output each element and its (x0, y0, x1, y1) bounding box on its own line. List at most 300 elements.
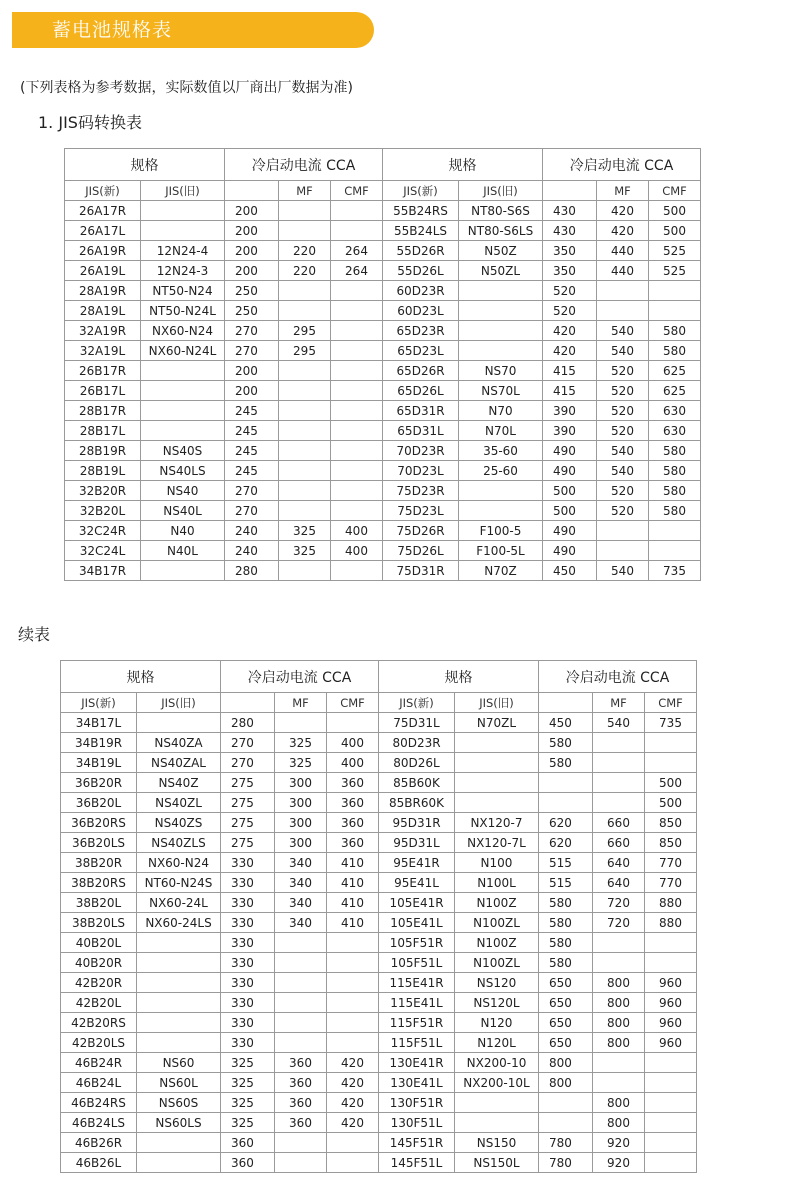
cell-mf: 520 (597, 501, 649, 521)
cell-cmf (331, 201, 383, 221)
cell-jis-old (455, 1093, 539, 1113)
table-row (61, 1073, 697, 1093)
cell-cca: 245 (225, 421, 279, 441)
table-row (65, 521, 701, 541)
cell-cca: 325 (221, 1053, 275, 1073)
cell-cca: 245 (225, 441, 279, 461)
cell-cmf: 400 (327, 733, 379, 753)
cell-cca: 270 (225, 321, 279, 341)
cell-jis-old: N100 (455, 853, 539, 873)
cell-cmf: 735 (649, 561, 701, 581)
cell-cca: 330 (221, 873, 275, 893)
cell-jis-old: N120 (455, 1013, 539, 1033)
cell-jis-old (141, 361, 225, 381)
cell-jis-new: 46B26L (61, 1153, 137, 1173)
cell-jis-old (141, 381, 225, 401)
cell-jis-new: 95E41R (379, 853, 455, 873)
header-cmf: CMF (331, 181, 383, 201)
cell-cmf: 960 (645, 1033, 697, 1053)
table-row (61, 733, 697, 753)
cell-cmf: 360 (327, 773, 379, 793)
cell-mf: 640 (593, 853, 645, 873)
cell-jis-new: 36B20R (61, 773, 137, 793)
header-cca: 冷启动电流 CCA (543, 149, 701, 181)
cell-jis-old: NT50-N24 (141, 281, 225, 301)
header-mf: MF (279, 181, 331, 201)
cell-mf: 520 (597, 401, 649, 421)
cell-jis-new: 36B20L (61, 793, 137, 813)
header-spec: 规格 (65, 149, 225, 181)
header-cca: 冷启动电流 CCA (539, 661, 697, 693)
cell-jis-old: NS70 (459, 361, 543, 381)
cell-jis-new: 38B20R (61, 853, 137, 873)
cell-cmf: 420 (327, 1113, 379, 1133)
cell-jis-old: N40 (141, 521, 225, 541)
cell-mf (279, 441, 331, 461)
cell-jis-old (137, 993, 221, 1013)
cell-jis-old: N70Z (459, 561, 543, 581)
cell-jis-new: 32B20R (65, 481, 141, 501)
cell-jis-new: 60D23L (383, 301, 459, 321)
cell-jis-new: 46B24LS (61, 1113, 137, 1133)
cell-jis-old (455, 773, 539, 793)
cell-cca: 350 (543, 261, 597, 281)
jis-conversion-table (64, 148, 701, 581)
cell-jis-old (137, 933, 221, 953)
cell-jis-new: 65D26R (383, 361, 459, 381)
cell-jis-old: N70 (459, 401, 543, 421)
cell-cmf: 500 (645, 793, 697, 813)
cell-jis-old: F100-5 (459, 521, 543, 541)
cell-mf: 360 (275, 1093, 327, 1113)
table-row (65, 441, 701, 461)
table-row (61, 973, 697, 993)
header-jis-new: JIS(新) (65, 181, 141, 201)
cell-jis-old (141, 221, 225, 241)
cell-cmf: 420 (327, 1053, 379, 1073)
cell-cmf (331, 361, 383, 381)
table-row (61, 773, 697, 793)
header-spec: 规格 (379, 661, 539, 693)
continued-table (60, 660, 697, 1173)
cell-cca: 200 (225, 261, 279, 281)
cell-jis-new: 65D23R (383, 321, 459, 341)
cell-mf: 340 (275, 873, 327, 893)
cell-mf: 325 (275, 753, 327, 773)
cell-cmf (645, 953, 697, 973)
cell-cmf (645, 933, 697, 953)
header-jis-old: JIS(旧) (141, 181, 225, 201)
cell-cmf: 580 (649, 341, 701, 361)
cell-cmf: 770 (645, 873, 697, 893)
cell-cmf (331, 421, 383, 441)
cell-cca: 200 (225, 241, 279, 261)
cell-cmf: 880 (645, 893, 697, 913)
cell-mf: 440 (597, 261, 649, 281)
cell-cca: 200 (225, 201, 279, 221)
cell-cca: 330 (221, 913, 275, 933)
table-row (61, 793, 697, 813)
cell-jis-old (141, 421, 225, 441)
cell-cmf: 625 (649, 381, 701, 401)
cell-cca: 415 (543, 381, 597, 401)
table-body (61, 713, 697, 1173)
cell-cmf: 264 (331, 261, 383, 281)
cell-cca: 330 (221, 953, 275, 973)
cell-cca: 515 (539, 853, 593, 873)
cell-mf: 340 (275, 893, 327, 913)
cell-jis-new: 130F51L (379, 1113, 455, 1133)
cell-cmf (649, 301, 701, 321)
cell-cmf (331, 281, 383, 301)
cell-mf (279, 201, 331, 221)
cell-cca: 580 (539, 893, 593, 913)
cell-jis-old: N100ZL (455, 913, 539, 933)
table-row (65, 321, 701, 341)
cell-cca: 330 (221, 893, 275, 913)
cell-mf: 360 (275, 1073, 327, 1093)
cell-cca: 200 (225, 361, 279, 381)
table-subheader-row (61, 693, 697, 713)
cell-cca: 420 (543, 341, 597, 361)
cell-jis-new: 32C24R (65, 521, 141, 541)
cell-mf: 540 (597, 561, 649, 581)
cell-jis-old: NX60-N24 (137, 853, 221, 873)
cell-jis-old: NS40S (141, 441, 225, 461)
cell-jis-old (141, 401, 225, 421)
cell-jis-new: 115E41R (379, 973, 455, 993)
cell-cmf (645, 1093, 697, 1113)
cell-jis-new: 75D23L (383, 501, 459, 521)
cell-mf: 540 (593, 713, 645, 733)
header-cmf: CMF (645, 693, 697, 713)
cell-jis-new: 130E41R (379, 1053, 455, 1073)
cell-cca: 360 (221, 1153, 275, 1173)
cell-cca (539, 773, 593, 793)
cell-jis-old: N70ZL (455, 713, 539, 733)
cell-mf: 340 (275, 853, 327, 873)
cell-jis-new: 46B24RS (61, 1093, 137, 1113)
cell-cmf: 880 (645, 913, 697, 933)
cell-jis-new: 34B17L (61, 713, 137, 733)
cell-jis-new: 34B19L (61, 753, 137, 773)
header-jis-old: JIS(旧) (137, 693, 221, 713)
cell-cmf (331, 481, 383, 501)
table-header-row (61, 661, 697, 693)
cell-jis-new: 145F51L (379, 1153, 455, 1173)
cell-cca: 800 (539, 1053, 593, 1073)
cell-mf (279, 381, 331, 401)
cell-cmf (327, 1013, 379, 1033)
cell-jis-old: 35-60 (459, 441, 543, 461)
table-row (65, 281, 701, 301)
cell-cca: 650 (539, 973, 593, 993)
table-row (61, 1113, 697, 1133)
table-row (65, 401, 701, 421)
cell-jis-old: N100Z (455, 933, 539, 953)
cell-cmf (645, 1113, 697, 1133)
cell-jis-old: NS40ZL (137, 793, 221, 813)
cell-jis-new: 34B19R (61, 733, 137, 753)
cell-mf: 300 (275, 813, 327, 833)
cell-jis-new: 42B20R (61, 973, 137, 993)
cell-jis-new: 65D26L (383, 381, 459, 401)
cell-cca: 490 (543, 461, 597, 481)
cell-jis-new: 32C24L (65, 541, 141, 561)
cell-jis-new: 26A17R (65, 201, 141, 221)
table-row (65, 201, 701, 221)
cell-jis-new: 60D23R (383, 281, 459, 301)
table-row (61, 853, 697, 873)
cell-jis-old: NS40LS (141, 461, 225, 481)
cell-mf: 360 (275, 1113, 327, 1133)
cell-jis-new: 85BR60K (379, 793, 455, 813)
cell-cmf (327, 993, 379, 1013)
cell-mf (279, 281, 331, 301)
header-cca: 冷启动电流 CCA (221, 661, 379, 693)
cell-cca: 270 (225, 341, 279, 361)
cell-cmf: 420 (327, 1093, 379, 1113)
cell-cmf (331, 461, 383, 481)
cell-jis-new: 46B26R (61, 1133, 137, 1153)
cell-jis-new: 105E41R (379, 893, 455, 913)
cell-cca: 250 (225, 281, 279, 301)
cell-jis-new: 40B20L (61, 933, 137, 953)
cell-cmf: 525 (649, 241, 701, 261)
cell-cca: 270 (221, 733, 275, 753)
cell-jis-new: 32A19R (65, 321, 141, 341)
cell-cca: 780 (539, 1153, 593, 1173)
cell-mf: 520 (597, 481, 649, 501)
cell-jis-new: 38B20RS (61, 873, 137, 893)
cell-mf (593, 1073, 645, 1093)
header-cmf: CMF (649, 181, 701, 201)
cell-jis-new: 34B17R (65, 561, 141, 581)
cell-jis-new: 115F51L (379, 1033, 455, 1053)
cell-jis-new: 130E41L (379, 1073, 455, 1093)
cell-jis-new: 105F51R (379, 933, 455, 953)
cell-cca: 520 (543, 301, 597, 321)
cell-cca: 245 (225, 461, 279, 481)
cell-cca: 360 (221, 1133, 275, 1153)
cell-jis-old (459, 301, 543, 321)
table-row (65, 461, 701, 481)
cell-cmf: 360 (327, 793, 379, 813)
cell-jis-new: 32B20L (65, 501, 141, 521)
cell-cmf (649, 281, 701, 301)
cell-cmf: 500 (649, 221, 701, 241)
cell-cca: 275 (221, 793, 275, 813)
cell-jis-old (459, 481, 543, 501)
cell-mf: 325 (275, 733, 327, 753)
cell-jis-old (141, 201, 225, 221)
table-body (65, 201, 701, 581)
cell-cmf: 630 (649, 401, 701, 421)
cell-jis-new: 28B19L (65, 461, 141, 481)
cell-mf (279, 421, 331, 441)
cell-jis-old: NS120L (455, 993, 539, 1013)
cell-cmf (645, 1153, 697, 1173)
table-row (61, 753, 697, 773)
cell-jis-old: N70L (459, 421, 543, 441)
cell-jis-old: N50Z (459, 241, 543, 261)
cell-mf: 800 (593, 1013, 645, 1033)
cell-jis-old (137, 1013, 221, 1033)
cell-cmf: 410 (327, 873, 379, 893)
cell-cmf: 580 (649, 501, 701, 521)
cell-mf: 420 (597, 221, 649, 241)
cell-cmf: 960 (645, 973, 697, 993)
table-row (65, 241, 701, 261)
table-row (61, 1033, 697, 1053)
cell-jis-old: NS60LS (137, 1113, 221, 1133)
cell-jis-old: NX60-N24 (141, 321, 225, 341)
cell-jis-new: 80D23R (379, 733, 455, 753)
cell-mf: 720 (593, 913, 645, 933)
cell-mf: 300 (275, 793, 327, 813)
cell-mf: 520 (597, 381, 649, 401)
table-row (65, 341, 701, 361)
cell-mf (597, 281, 649, 301)
cell-cmf: 500 (649, 201, 701, 221)
cell-mf: 325 (279, 521, 331, 541)
cell-jis-old: NS40 (141, 481, 225, 501)
cell-cca: 520 (543, 281, 597, 301)
cell-cca: 580 (539, 913, 593, 933)
cell-mf: 520 (597, 421, 649, 441)
cell-cca: 450 (543, 561, 597, 581)
cell-jis-new: 28B17R (65, 401, 141, 421)
cell-mf (593, 753, 645, 773)
cell-cca: 650 (539, 993, 593, 1013)
cell-jis-new: 75D31R (383, 561, 459, 581)
cell-jis-old: NS60 (137, 1053, 221, 1073)
cell-mf (279, 361, 331, 381)
cell-mf: 340 (275, 913, 327, 933)
cell-mf (597, 541, 649, 561)
cell-cmf: 960 (645, 993, 697, 1013)
cell-jis-new: 65D31R (383, 401, 459, 421)
cell-cmf (327, 1033, 379, 1053)
cell-cca (539, 1093, 593, 1113)
cell-mf (275, 713, 327, 733)
cell-cca: 650 (539, 1033, 593, 1053)
cell-jis-new: 75D26R (383, 521, 459, 541)
cell-cmf (331, 561, 383, 581)
cell-cca: 240 (225, 521, 279, 541)
section-title-jis: 1. JIS码转换表 (38, 113, 142, 132)
cell-cca: 490 (543, 541, 597, 561)
cell-jis-new: 95D31R (379, 813, 455, 833)
header-jis-old: JIS(旧) (459, 181, 543, 201)
cell-jis-old (137, 1033, 221, 1053)
cell-jis-old: NX120-7 (455, 813, 539, 833)
cell-cca: 490 (543, 521, 597, 541)
header-blank (539, 693, 593, 713)
cell-jis-old: NX60-N24L (141, 341, 225, 361)
table-row (65, 261, 701, 281)
cell-cca: 390 (543, 401, 597, 421)
cell-cmf: 400 (331, 541, 383, 561)
cell-cmf: 500 (645, 773, 697, 793)
cell-cca: 200 (225, 381, 279, 401)
cell-mf (275, 933, 327, 953)
header-jis-new: JIS(新) (383, 181, 459, 201)
cell-jis-old: NS40ZA (137, 733, 221, 753)
cell-jis-new: 65D31L (383, 421, 459, 441)
cell-mf: 640 (593, 873, 645, 893)
cell-cca: 430 (543, 201, 597, 221)
cell-cca: 800 (539, 1073, 593, 1093)
cell-cca: 245 (225, 401, 279, 421)
cell-jis-old: 25-60 (459, 461, 543, 481)
cell-jis-old: 12N24-3 (141, 261, 225, 281)
cell-jis-old: N50ZL (459, 261, 543, 281)
cell-jis-new: 145F51R (379, 1133, 455, 1153)
cell-jis-old: NS40L (141, 501, 225, 521)
title-banner (12, 12, 374, 48)
cell-cmf: 850 (645, 813, 697, 833)
header-jis-new: JIS(新) (379, 693, 455, 713)
cell-cmf (649, 521, 701, 541)
cell-jis-new: 70D23R (383, 441, 459, 461)
cell-cca: 580 (539, 733, 593, 753)
cell-cca: 330 (221, 933, 275, 953)
cell-mf: 800 (593, 993, 645, 1013)
cell-cmf: 400 (327, 753, 379, 773)
cell-jis-old: NS150L (455, 1153, 539, 1173)
cell-cca: 430 (543, 221, 597, 241)
cell-jis-new: 42B20LS (61, 1033, 137, 1053)
cell-jis-old: N100L (455, 873, 539, 893)
cell-jis-old: NS40Z (137, 773, 221, 793)
cell-jis-new: 28B19R (65, 441, 141, 461)
cell-mf (593, 733, 645, 753)
cell-jis-old: NS40ZLS (137, 833, 221, 853)
cell-jis-new: 42B20L (61, 993, 137, 1013)
cell-jis-new: 28A19L (65, 301, 141, 321)
cell-mf: 440 (597, 241, 649, 261)
cell-cmf (645, 1053, 697, 1073)
table-subheader-row (65, 181, 701, 201)
cell-cmf (645, 733, 697, 753)
cell-jis-new: 85B60K (379, 773, 455, 793)
cell-jis-new: 95E41L (379, 873, 455, 893)
cell-jis-old (137, 953, 221, 973)
cell-mf (279, 561, 331, 581)
table-row (61, 813, 697, 833)
cell-cmf (331, 221, 383, 241)
cell-cmf (327, 713, 379, 733)
cell-jis-new: 28A19R (65, 281, 141, 301)
cell-cmf (331, 441, 383, 461)
cell-mf: 660 (593, 813, 645, 833)
cell-cca: 280 (225, 561, 279, 581)
cell-cmf (649, 541, 701, 561)
cell-mf: 220 (279, 241, 331, 261)
disclaimer-note: (下列表格为参考数据，实际数值以厂商出厂数据为准) (20, 80, 353, 96)
cell-cca: 250 (225, 301, 279, 321)
cell-jis-new: 32A19L (65, 341, 141, 361)
cell-mf: 360 (275, 1053, 327, 1073)
cell-jis-old: NS150 (455, 1133, 539, 1153)
cell-cca: 325 (221, 1093, 275, 1113)
table-row (61, 893, 697, 913)
cell-cca: 330 (221, 993, 275, 1013)
cell-mf: 295 (279, 321, 331, 341)
cell-cmf (331, 341, 383, 361)
cell-cmf (331, 401, 383, 421)
